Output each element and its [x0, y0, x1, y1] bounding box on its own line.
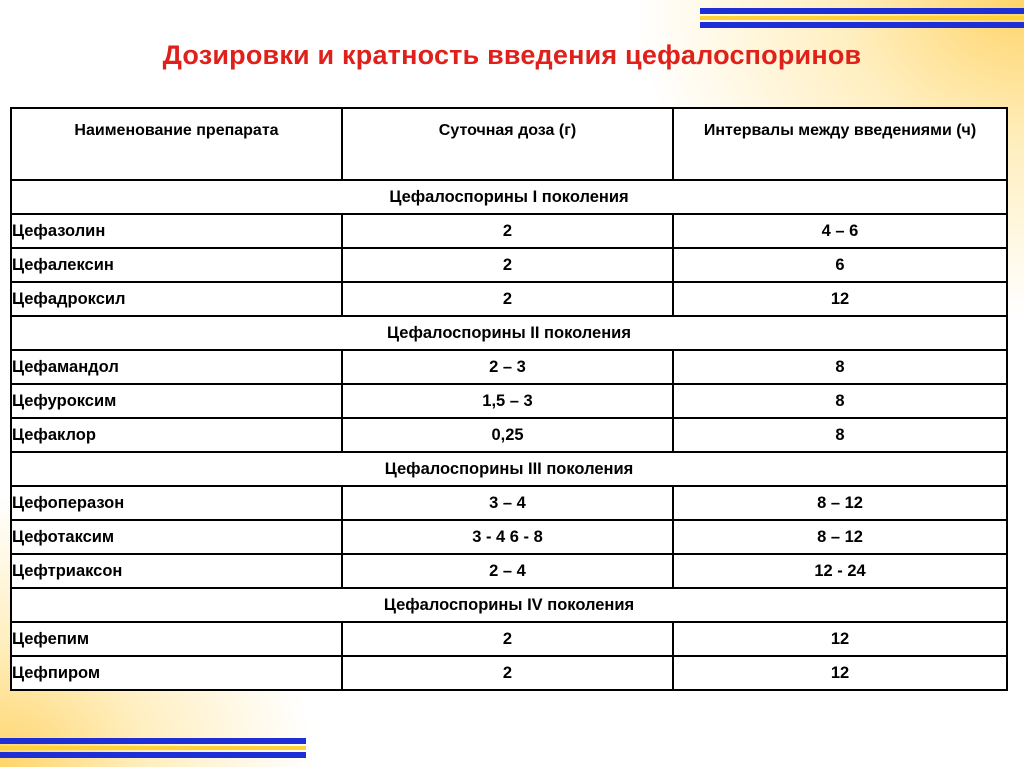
table-row [11, 248, 1007, 282]
table-row [11, 520, 1007, 554]
daily-dose-cell: 2 [342, 656, 673, 690]
group-row [11, 588, 1007, 622]
column-header-dose: Суточная доза (г) [342, 108, 673, 180]
daily-dose-cell: 2 [342, 214, 673, 248]
group-label: Цефалоспорины II поколения [11, 316, 1007, 350]
table-row [11, 282, 1007, 316]
interval-cell: 8 [673, 384, 1007, 418]
interval-cell: 8 [673, 418, 1007, 452]
daily-dose-cell: 2 – 4 [342, 554, 673, 588]
daily-dose-cell: 3 - 4 6 - 8 [342, 520, 673, 554]
interval-cell: 12 [673, 656, 1007, 690]
table-row [11, 418, 1007, 452]
daily-dose-cell: 2 – 3 [342, 350, 673, 384]
interval-cell: 4 – 6 [673, 214, 1007, 248]
group-row [11, 452, 1007, 486]
table-row [11, 214, 1007, 248]
daily-dose-cell: 0,25 [342, 418, 673, 452]
decorative-stripes-top [700, 8, 1024, 32]
drug-name-cell: Цефалексин [11, 248, 342, 282]
table-row [11, 384, 1007, 418]
drug-name-cell: Цефамандол [11, 350, 342, 384]
table-row [11, 486, 1007, 520]
drug-name-cell: Цефпиром [11, 656, 342, 690]
interval-cell: 12 - 24 [673, 554, 1007, 588]
interval-cell: 12 [673, 622, 1007, 656]
drug-name-cell: Цефепим [11, 622, 342, 656]
table-row [11, 554, 1007, 588]
column-header-interval: Интервалы между введениями (ч) [673, 108, 1007, 180]
group-label: Цефалоспорины I поколения [11, 180, 1007, 214]
table-row [11, 622, 1007, 656]
daily-dose-cell: 1,5 – 3 [342, 384, 673, 418]
table-header-row [11, 108, 1007, 180]
drug-name-cell: Цефазолин [11, 214, 342, 248]
group-label: Цефалоспорины III поколения [11, 452, 1007, 486]
daily-dose-cell: 3 – 4 [342, 486, 673, 520]
column-header-name: Наименование препарата [11, 108, 342, 180]
interval-cell: 8 [673, 350, 1007, 384]
drug-name-cell: Цефуроксим [11, 384, 342, 418]
daily-dose-cell: 2 [342, 282, 673, 316]
slide-title: Дозировки и кратность введения цефалоспоринов [162, 40, 862, 70]
interval-cell: 8 – 12 [673, 486, 1007, 520]
drug-name-cell: Цефоперазон [11, 486, 342, 520]
interval-cell: 12 [673, 282, 1007, 316]
interval-cell: 8 – 12 [673, 520, 1007, 554]
group-row [11, 316, 1007, 350]
group-label: Цефалоспорины IV поколения [11, 588, 1007, 622]
table-body [11, 180, 1007, 690]
drug-name-cell: Цефаклор [11, 418, 342, 452]
dosage-table [10, 107, 1008, 691]
drug-name-cell: Цефотаксим [11, 520, 342, 554]
table-row [11, 656, 1007, 690]
drug-name-cell: Цефадроксил [11, 282, 342, 316]
interval-cell: 6 [673, 248, 1007, 282]
drug-name-cell: Цефтриаксон [11, 554, 342, 588]
daily-dose-cell: 2 [342, 248, 673, 282]
group-row [11, 180, 1007, 214]
decorative-stripes-bottom [0, 738, 306, 762]
daily-dose-cell: 2 [342, 622, 673, 656]
table-row [11, 350, 1007, 384]
